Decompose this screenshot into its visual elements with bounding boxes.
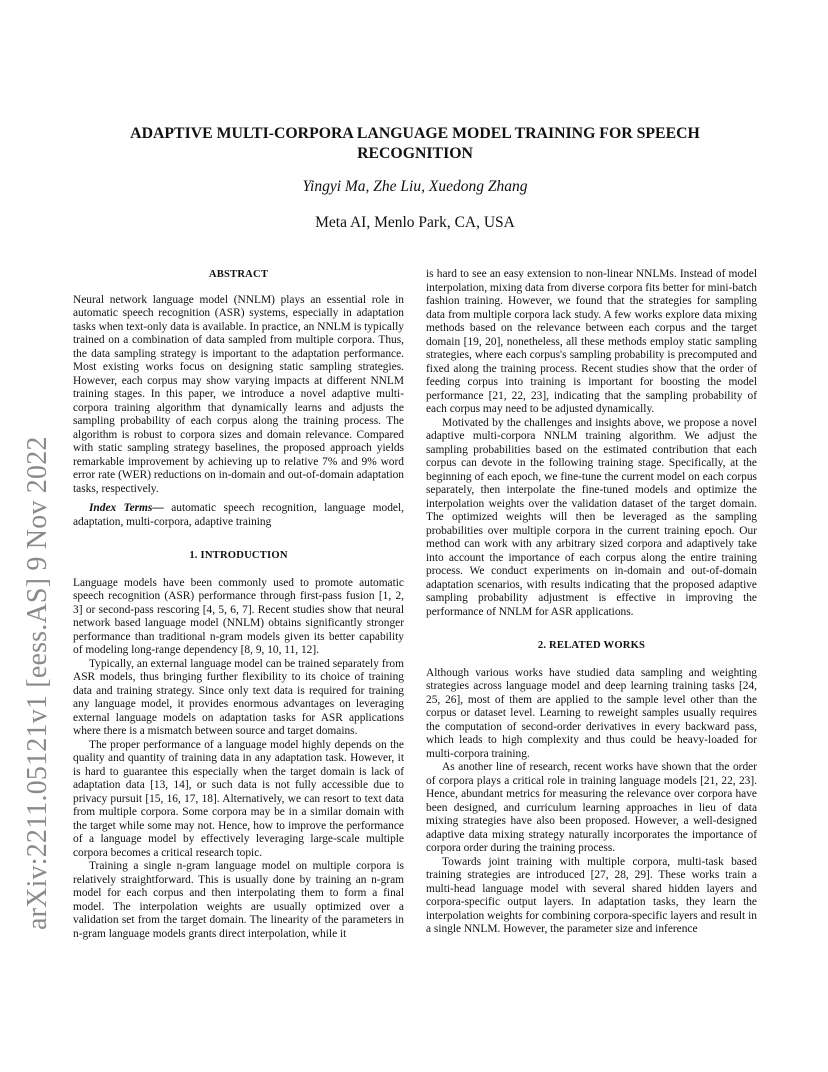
paper-affiliation: Meta AI, Menlo Park, CA, USA bbox=[315, 214, 515, 231]
left-column bbox=[73, 268, 404, 941]
introduction-heading: 1. INTRODUCTION bbox=[189, 550, 288, 561]
intro-paragraph-1: Language models have been commonly used to promote automatic speech recognition (ASR) performance through first-pass fusion [1, 2, 3] or second-pass rescoring [4, 5, 6, 7]. Recent studies show that neural network based language model (NNLM) obtains significantly stronger performance than traditional n-gram models given its better capability of modeling long-range dependency [8, 9, 10, 11, 12]. bbox=[73, 576, 404, 656]
related-paragraph-3: Towards joint training with multiple corpora, multi-task based training strategies are introduced [27, 28, 29]. These works train a multi-head language model with several shared hidden layers and corpora-specific output layers. In adaptation tasks, they learn the interpolation weights for combining corpora-specific layers and result in a single NNLM. However, the parameter size and inference bbox=[426, 855, 757, 935]
related-paragraph-2: As another line of research, recent works have shown that the order of corpora plays a critical role in training language models [21, 22, 23]. Hence, abundant metrics for measuring the relevance over corpora have been designed, and curriculum learning approaches in lieu of data mixing strategies have also been proposed. However, a well-designed adaptive data mixing strategy naturally incorporates the importance of corpora order during the training process. bbox=[426, 761, 757, 854]
intro-paragraph-5: is hard to see an easy extension to non-linear NNLMs. Instead of model interpolation, mixing data from diverse corpora fits better for mini-batch fashion training. However, we found that the strategies for sampling data from multiple corpora lack study. A few works explore data mixing methods based on the relevance between each corpus and the target domain [19, 20], nonetheless, all these methods employ static sampling strategies, where each corpus's sampling probability is precomputed and fixed along the training process. Recent studies show that the order of feeding corpus into training is important for boosting the model performance [21, 22, 23], indicating that the sampling probability of each corpus may need to be adjusted dynamically. bbox=[426, 268, 757, 415]
index-terms-label: Index Terms— bbox=[89, 502, 164, 514]
intro-paragraph-6: Motivated by the challenges and insights above, we propose a novel adaptive multi-corpora NNLM training algorithm. We adjust the sampling probabilities based on the estimated contribution that each corpus can devote in the following training stage. Specifically, at the beginning of each epoch, we fine-tune the current model on each corpus separately, then interpolate the fine-tuned models and optimize the interpolation weights over the validation dataset of the target domain. The optimized weights will then be leveraged as the sampling probabilities over multiple corpora in the current training epoch. Our method can work with any arbitrary sized corpora and adaptively take into account the importance of each corpus along the entire training process. We conduct experiments on in-domain and out-of-domain adaptation scenarios, with results indicating that the proposed adaptive sampling probability adjustment is effective in improving the performance of NNLM for ASR applications. bbox=[426, 416, 757, 618]
arxiv-identifier: arXiv:2211.05121v1 [eess.AS] 9 Nov 2022 bbox=[22, 436, 53, 930]
abstract-text: Neural network language model (NNLM) plays an essential role in automatic speech recognition (ASR) systems, especially in adaptation tasks when text-only data is available. In practice, an NNLM is typically trained on a combination of data sampled from multiple corpora. Thus, the data sampling strategy is important to the adaptation performance. Most existing works focus on designing static sampling strategies. However, each corpus may show varying impacts at different NNLM training stages. In this paper, we introduce a novel adaptive multi-corpora training algorithm that dynamically learns and adjusts the sampling probability of each corpus along the training process. The algorithm is robust to corpora sizes and domain relevance. Compared with static sampling strategy baselines, the proposed approach yields remarkable improvement by achieving up to relative 7% and 9% word error rate (WER) reductions on in-domain and out-of-domain adaptation tasks, respectively. bbox=[73, 293, 404, 495]
intro-paragraph-4: Training a single n-gram language model on multiple corpora is relatively straightforward. This is usually done by training an n-gram model for each corpus and then interpolating them to form a final model. The interpolation weights are usually optimized over a validation set from the target domain. The linearity of the parameters in n-gram language models grants direct interpolation, while it bbox=[73, 860, 404, 940]
right-column bbox=[426, 268, 757, 937]
intro-paragraph-3: The proper performance of a language model highly depends on the quality and quantity of training data in any adaptation task. However, it is hard to guarantee this especially when the target domain is lack of adaptation data [13, 14], or such data is not fully accessible due to privacy pursuit [15, 16, 17, 18]. Alternatively, we can resort to text data from multiple corpora. Some corpora may be in a similar domain with the target while some may not. Hence, how to improve the performance of a language model by effectively leveraging large-scale multiple corpora becomes a critical research topic. bbox=[73, 738, 404, 859]
index-terms bbox=[73, 502, 404, 529]
paper-title: ADAPTIVE MULTI-CORPORA LANGUAGE MODEL TRAINING FOR SPEECH RECOGNITION bbox=[130, 125, 700, 162]
intro-paragraph-2: Typically, an external language model can be trained separately from ASR models, thus bringing further flexibility to its choice of training data and training strategy. Since only text data is required for training any language model, it provides enormous advantages on leveraging external language models on adaptation tasks for ASR applications where there is a mismatch between source and target domains. bbox=[73, 657, 404, 737]
index-terms-text: automatic speech recognition, language model, adaptation, multi-corpora, adaptive training bbox=[73, 502, 405, 528]
abstract-heading: ABSTRACT bbox=[208, 269, 269, 280]
paper-authors: Yingyi Ma, Zhe Liu, Xuedong Zhang bbox=[302, 178, 528, 195]
related-paragraph-1: Although various works have studied data sampling and weighting strategies across language model and deep learning training tasks [24, 25, 26], most of them are applied to the sample level other than the corpus or dataset level. Learning to reweight samples usually requires the computation of second-order derivatives in every backward pass, which leads to high complexity and thus could be heavy-loaded for multi-corpora training. bbox=[426, 666, 757, 760]
related-works-heading: 2. RELATED WORKS bbox=[537, 640, 646, 651]
